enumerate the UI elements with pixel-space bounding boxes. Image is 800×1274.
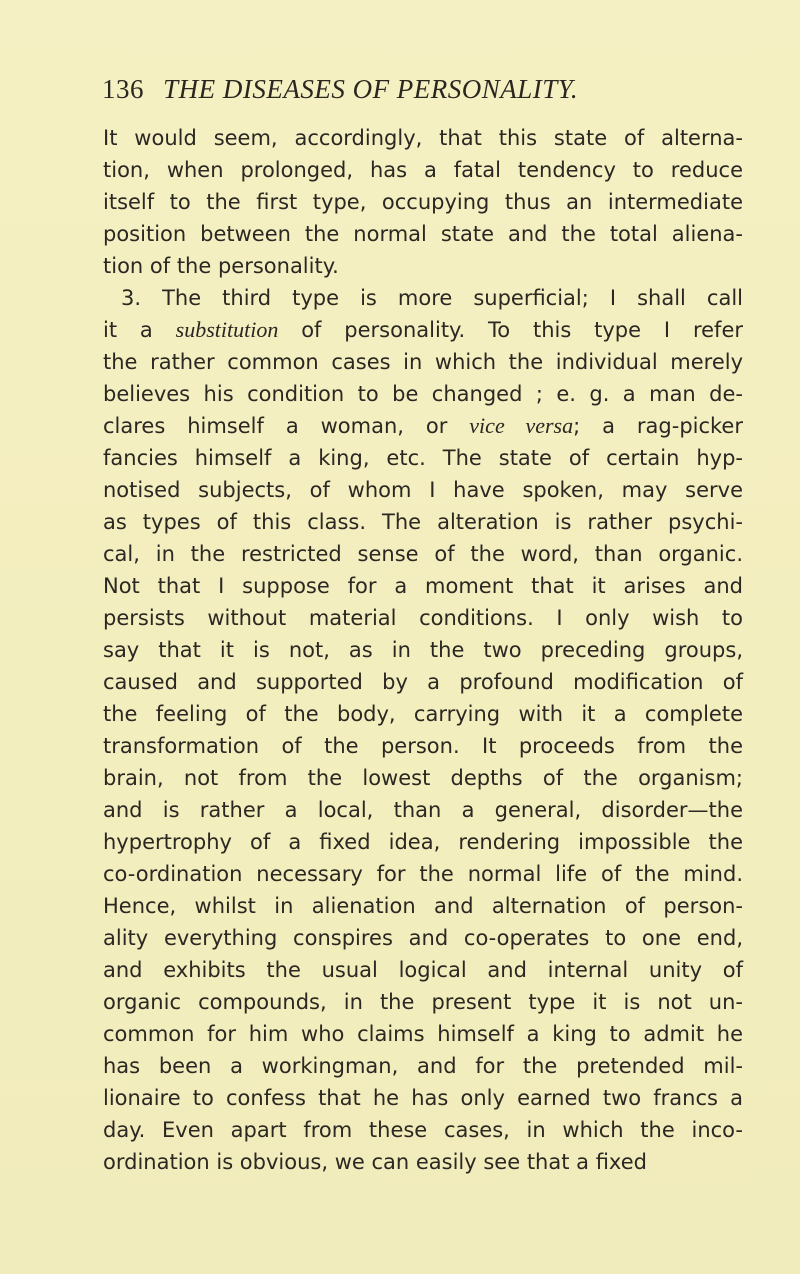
text-line: It would seem, accordingly, that this state of alterna- — [103, 126, 743, 150]
page-number: 136 — [102, 74, 144, 104]
text-line: Hence, whilst in alienation and alternation of person- — [103, 894, 743, 918]
text-line: lionaire to confess that he has only earned two francs a — [103, 1086, 743, 1110]
text-line: ordination is obvious, we can easily see that a fixed — [103, 1150, 647, 1174]
text-segment: of personality. To this type I refer — [278, 318, 743, 342]
text-line: caused and supported by a profound modification of — [103, 670, 743, 694]
text-segment: clares himself a woman, or — [103, 414, 470, 438]
text-line: brain, not from the lowest depths of the organism; — [103, 766, 743, 790]
text-line: hypertrophy of a fixed idea, rendering impossible the — [103, 830, 743, 854]
text-line: day. Even apart from these cases, in which the inco- — [103, 1118, 743, 1142]
text-line: and is rather a local, than a general, disorder—the — [103, 798, 743, 822]
text-line: believes his condition to be changed ; e. g. a man de- — [103, 382, 743, 406]
page-header — [102, 74, 578, 105]
text-line: cal, in the restricted sense of the word, than organic. — [103, 542, 743, 566]
italic-term: substitution — [175, 317, 279, 342]
text-line: Not that I suppose for a moment that it arises and — [103, 574, 743, 598]
text-line: organic compounds, in the present type it is not un- — [103, 990, 743, 1014]
text-line: tion of the personality. — [103, 254, 339, 278]
text-line: as types of this class. The alteration is rather psychi- — [103, 510, 743, 534]
text-line: notised subjects, of whom I have spoken, may serve — [103, 478, 743, 502]
text-line: the rather common cases in which the individual merely — [103, 350, 743, 374]
text-line: the feeling of the body, carrying with it a complete — [103, 702, 743, 726]
text-line: position between the normal state and the total aliena- — [103, 222, 743, 246]
text-line: 3. The third type is more superficial; I shall call — [121, 286, 743, 310]
text-line: fancies himself a king, etc. The state of certain hyp- — [103, 446, 743, 470]
text-line: transformation of the person. It proceeds from the — [103, 734, 743, 758]
running-title: THE DISEASES OF PERSONALITY. — [163, 74, 579, 104]
text-line: common for him who claims himself a king to admit he — [103, 1022, 743, 1046]
text-line: and exhibits the usual logical and internal unity of — [103, 958, 743, 982]
text-line: persists without material conditions. I only wish to — [103, 606, 743, 630]
text-line: co-ordination necessary for the normal life of the mind. — [103, 862, 743, 886]
body-text — [103, 122, 743, 1178]
text-line — [103, 314, 743, 346]
text-line: say that it is not, as in the two preceding groups, — [103, 638, 743, 662]
italic-term: vice versa — [469, 413, 574, 438]
text-line: ality everything conspires and co-operates to one end, — [103, 926, 743, 950]
text-line — [103, 410, 743, 442]
text-line: tion, when prolonged, has a fatal tendency to reduce — [103, 158, 743, 182]
text-line: has been a workingman, and for the pretended mil- — [103, 1054, 743, 1078]
text-line: itself to the first type, occupying thus an intermediate — [103, 190, 743, 214]
text-segment: it a — [103, 318, 176, 342]
text-segment: ; a rag-picker — [573, 414, 743, 438]
